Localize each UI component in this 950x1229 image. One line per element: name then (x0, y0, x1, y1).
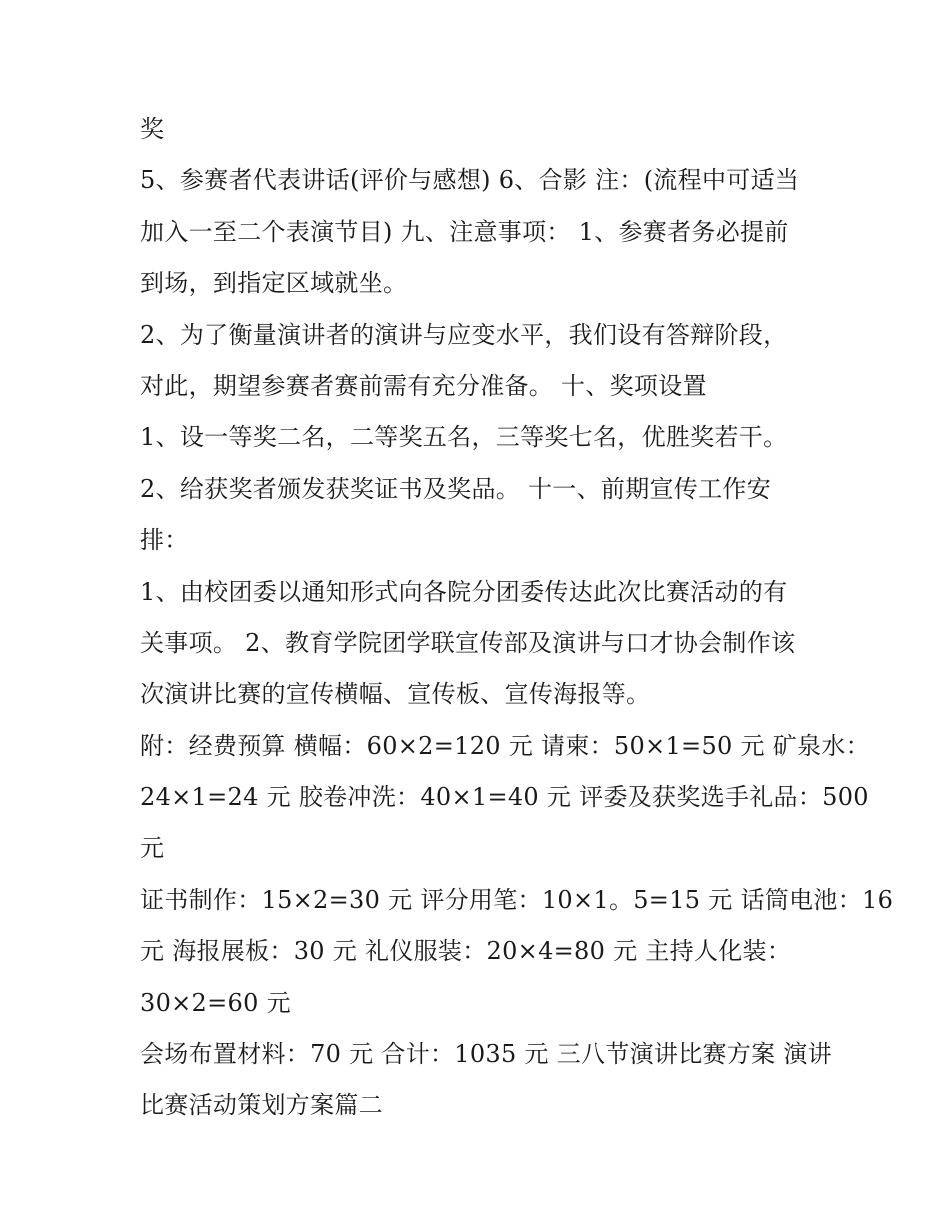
text-line: 加入一至二个表演节目) 九、注意事项： 1、参赛者务必提前 (140, 217, 789, 246)
text-line: 次演讲比赛的宣传横幅、宣传板、宣传海报等。 (140, 680, 651, 709)
text-line: 附：经费预算 横幅：60×2=120 元 请柬：50×1=50 元 矿泉水： (140, 731, 870, 760)
text-line: 关事项。 2、教育学院团学联宣传部及演讲与口才协会制作该 (140, 628, 796, 657)
document-body (140, 104, 894, 1132)
text-line: 30×2=60 元 (140, 988, 291, 1017)
text-line: 2、为了衡量演讲者的演讲与应变水平，我们设有答辩阶段， (140, 320, 788, 349)
text-line: 排： (140, 526, 189, 555)
text-line: 比赛活动策划方案篇二 (140, 1091, 383, 1120)
text-line: 1、设一等奖二名，二等奖五名，三等奖七名，优胜奖若干。 (140, 423, 788, 452)
text-line: 到场，到指定区域就坐。 (140, 269, 408, 298)
text-line: 证书制作：15×2=30 元 评分用笔：10×1。5=15 元 话筒电池：16 (140, 885, 894, 914)
text-line: 元 海报展板：30 元 礼仪服装：20×4=80 元 主持人化装： (140, 937, 792, 966)
text-line: 2、给获奖者颁发获奖证书及奖品。 十一、前期宣传工作安 (140, 474, 771, 503)
text-line: 会场布置材料：70 元 合计：1035 元 三八节演讲比赛方案 演讲 (140, 1040, 832, 1069)
text-line: 24×1=24 元 胶卷冲洗：40×1=40 元 评委及获奖选手礼品：500 (140, 783, 869, 812)
text-line: 奖 (140, 115, 165, 143)
text-line: 元 (140, 834, 165, 863)
text-line: 1、由校团委以通知形式向各院分团委传达此次比赛活动的有 (140, 577, 788, 606)
text-line: 对此，期望参赛者赛前需有充分准备。 十、奖项设置 (140, 371, 707, 400)
text-line: 5、参赛者代表讲话(评价与感想) 6、合影 注：(流程中可适当 (140, 166, 800, 195)
